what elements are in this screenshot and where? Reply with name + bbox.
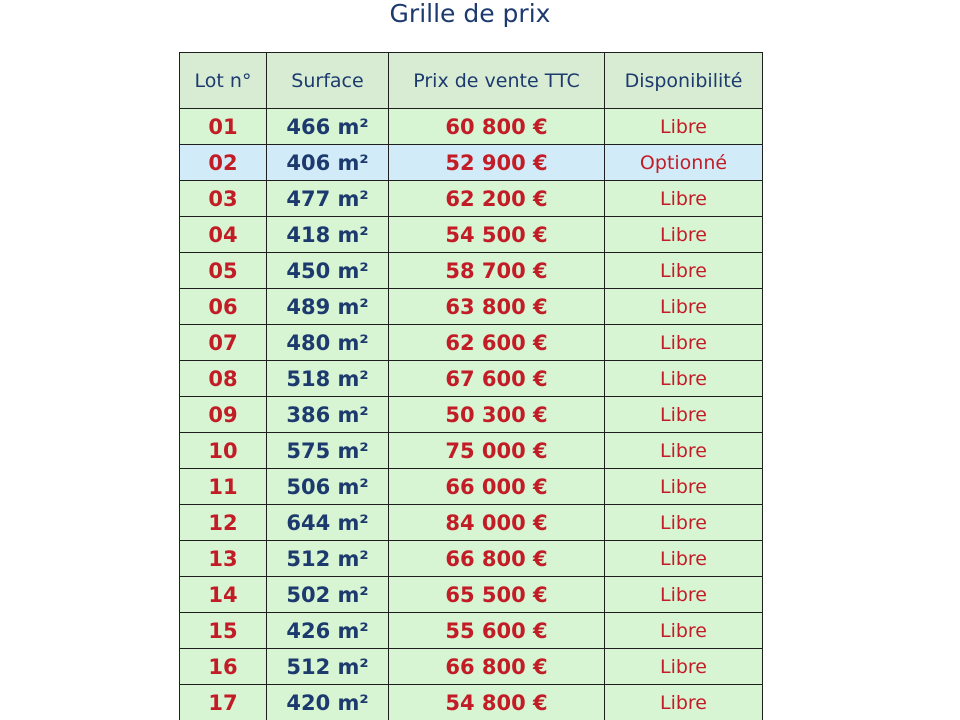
table-row (180, 541, 763, 577)
cell-surface: 477 m² (267, 181, 389, 217)
cell-lot: 09 (180, 397, 267, 433)
cell-lot: 03 (180, 181, 267, 217)
table-header-row (180, 53, 763, 109)
cell-prix: 63 800 € (389, 289, 605, 325)
table-row (180, 685, 763, 720)
cell-lot: 05 (180, 253, 267, 289)
cell-lot: 14 (180, 577, 267, 613)
cell-dispo: Libre (605, 505, 763, 541)
table-body (180, 109, 763, 720)
cell-lot: 16 (180, 649, 267, 685)
table-row (180, 397, 763, 433)
cell-prix: 66 800 € (389, 649, 605, 685)
cell-lot: 02 (180, 145, 267, 181)
cell-prix: 62 200 € (389, 181, 605, 217)
header-lot: Lot n° (180, 53, 267, 109)
cell-surface: 450 m² (267, 253, 389, 289)
cell-prix: 54 500 € (389, 217, 605, 253)
table-row (180, 361, 763, 397)
table-row (180, 433, 763, 469)
cell-surface: 502 m² (267, 577, 389, 613)
table-row (180, 325, 763, 361)
table-row (180, 505, 763, 541)
cell-surface: 418 m² (267, 217, 389, 253)
cell-prix: 52 900 € (389, 145, 605, 181)
cell-dispo: Libre (605, 433, 763, 469)
cell-dispo: Libre (605, 469, 763, 505)
cell-prix: 65 500 € (389, 577, 605, 613)
cell-lot: 08 (180, 361, 267, 397)
price-table (179, 52, 763, 720)
cell-lot: 06 (180, 289, 267, 325)
cell-dispo: Libre (605, 253, 763, 289)
cell-surface: 512 m² (267, 649, 389, 685)
cell-dispo: Libre (605, 181, 763, 217)
cell-dispo: Libre (605, 613, 763, 649)
cell-dispo: Libre (605, 685, 763, 720)
header-dispo: Disponibilité (605, 53, 763, 109)
header-surface: Surface (267, 53, 389, 109)
cell-lot: 07 (180, 325, 267, 361)
table-row (180, 577, 763, 613)
cell-prix: 66 800 € (389, 541, 605, 577)
cell-surface: 426 m² (267, 613, 389, 649)
cell-prix: 67 600 € (389, 361, 605, 397)
cell-lot: 13 (180, 541, 267, 577)
table-row (180, 253, 763, 289)
cell-prix: 55 600 € (389, 613, 605, 649)
cell-prix: 84 000 € (389, 505, 605, 541)
cell-dispo: Libre (605, 577, 763, 613)
cell-surface: 406 m² (267, 145, 389, 181)
cell-lot: 04 (180, 217, 267, 253)
table-row (180, 649, 763, 685)
cell-dispo: Libre (605, 109, 763, 145)
cell-lot: 17 (180, 685, 267, 720)
cell-dispo: Libre (605, 397, 763, 433)
cell-dispo: Libre (605, 325, 763, 361)
table-row (180, 289, 763, 325)
cell-prix: 58 700 € (389, 253, 605, 289)
cell-lot: 10 (180, 433, 267, 469)
cell-dispo: Optionné (605, 145, 763, 181)
header-prix: Prix de vente TTC (389, 53, 605, 109)
table-row (180, 181, 763, 217)
cell-prix: 66 000 € (389, 469, 605, 505)
cell-surface: 386 m² (267, 397, 389, 433)
cell-lot: 11 (180, 469, 267, 505)
cell-lot: 01 (180, 109, 267, 145)
cell-surface: 644 m² (267, 505, 389, 541)
cell-lot: 12 (180, 505, 267, 541)
cell-dispo: Libre (605, 361, 763, 397)
cell-dispo: Libre (605, 217, 763, 253)
cell-surface: 575 m² (267, 433, 389, 469)
table-row (180, 109, 763, 145)
cell-dispo: Libre (605, 649, 763, 685)
table-row (180, 469, 763, 505)
cell-prix: 62 600 € (389, 325, 605, 361)
page-title: Grille de prix (389, 0, 551, 28)
cell-lot: 15 (180, 613, 267, 649)
table-row (180, 217, 763, 253)
cell-prix: 75 000 € (389, 433, 605, 469)
cell-dispo: Libre (605, 541, 763, 577)
cell-surface: 489 m² (267, 289, 389, 325)
cell-surface: 506 m² (267, 469, 389, 505)
cell-surface: 512 m² (267, 541, 389, 577)
cell-surface: 420 m² (267, 685, 389, 720)
cell-prix: 60 800 € (389, 109, 605, 145)
cell-surface: 480 m² (267, 325, 389, 361)
table-row (180, 145, 763, 181)
table-row (180, 613, 763, 649)
cell-prix: 54 800 € (389, 685, 605, 720)
cell-prix: 50 300 € (389, 397, 605, 433)
cell-surface: 518 m² (267, 361, 389, 397)
cell-surface: 466 m² (267, 109, 389, 145)
cell-dispo: Libre (605, 289, 763, 325)
